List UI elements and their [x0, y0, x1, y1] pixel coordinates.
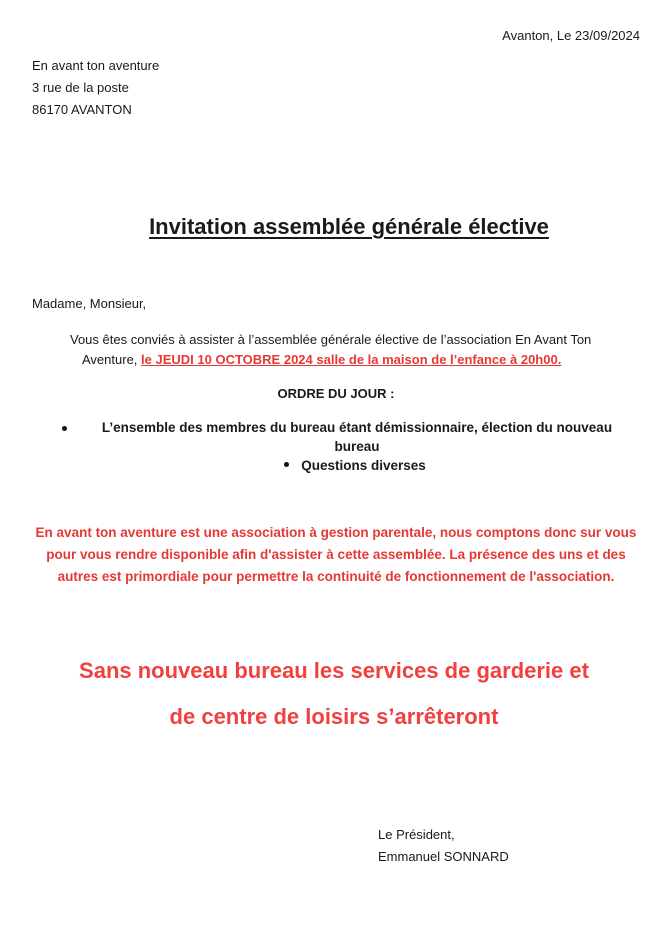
date-line: Avanton, Le 23/09/2024	[502, 28, 640, 43]
signature-role: Le Président,	[378, 827, 455, 842]
intro-paragraph	[70, 330, 642, 370]
sender-name: En avant ton aventure	[32, 58, 160, 73]
sender-address	[32, 55, 159, 121]
agenda-item	[50, 456, 660, 475]
agenda-list	[50, 418, 660, 475]
intro-line-1: Vous êtes conviés à assister à l’assemblée générale élective de l’association En Avant Ton	[70, 332, 592, 347]
agenda-item	[50, 418, 660, 456]
letter-title: Invitation assemblée générale élective	[149, 214, 549, 239]
closure-warning-line-2: de centre de loisirs s’arrêteront	[169, 704, 499, 729]
bullet-icon	[284, 462, 289, 467]
agenda-item-text: Questions diverses	[301, 458, 426, 473]
sender-city: 86170 AVANTON	[32, 102, 132, 117]
salutation: Madame, Monsieur,	[32, 296, 147, 311]
parental-notice: En avant ton aventure est une association à gestion parentale, nous comptons donc sur vous pour vous rendre disponible afin d'assister à cette assemblée. La présence des uns et des autres est primordiale pour permettre la continuité de fonctionnement de l'association.	[35, 525, 637, 584]
agenda-heading: ORDRE DU JOUR :	[277, 386, 395, 401]
intro-line-2-prefix: Aventure,	[82, 352, 142, 367]
signature-name: Emmanuel SONNARD	[378, 849, 509, 864]
bullet-icon	[62, 426, 67, 431]
sender-street: 3 rue de la poste	[32, 80, 129, 95]
agenda-item-text: L’ensemble des membres du bureau étant démissionnaire, élection du nouveau bureau	[101, 420, 613, 454]
signature-block	[378, 824, 509, 868]
meeting-date-highlight: le JEUDI 10 OCTOBRE 2024 salle de la maison de l’enfance à 20h00.	[141, 352, 562, 367]
intro-line-2	[70, 350, 642, 370]
closure-warning-line-1: Sans nouveau bureau les services de garderie et	[79, 658, 589, 683]
closure-warning	[0, 648, 668, 740]
